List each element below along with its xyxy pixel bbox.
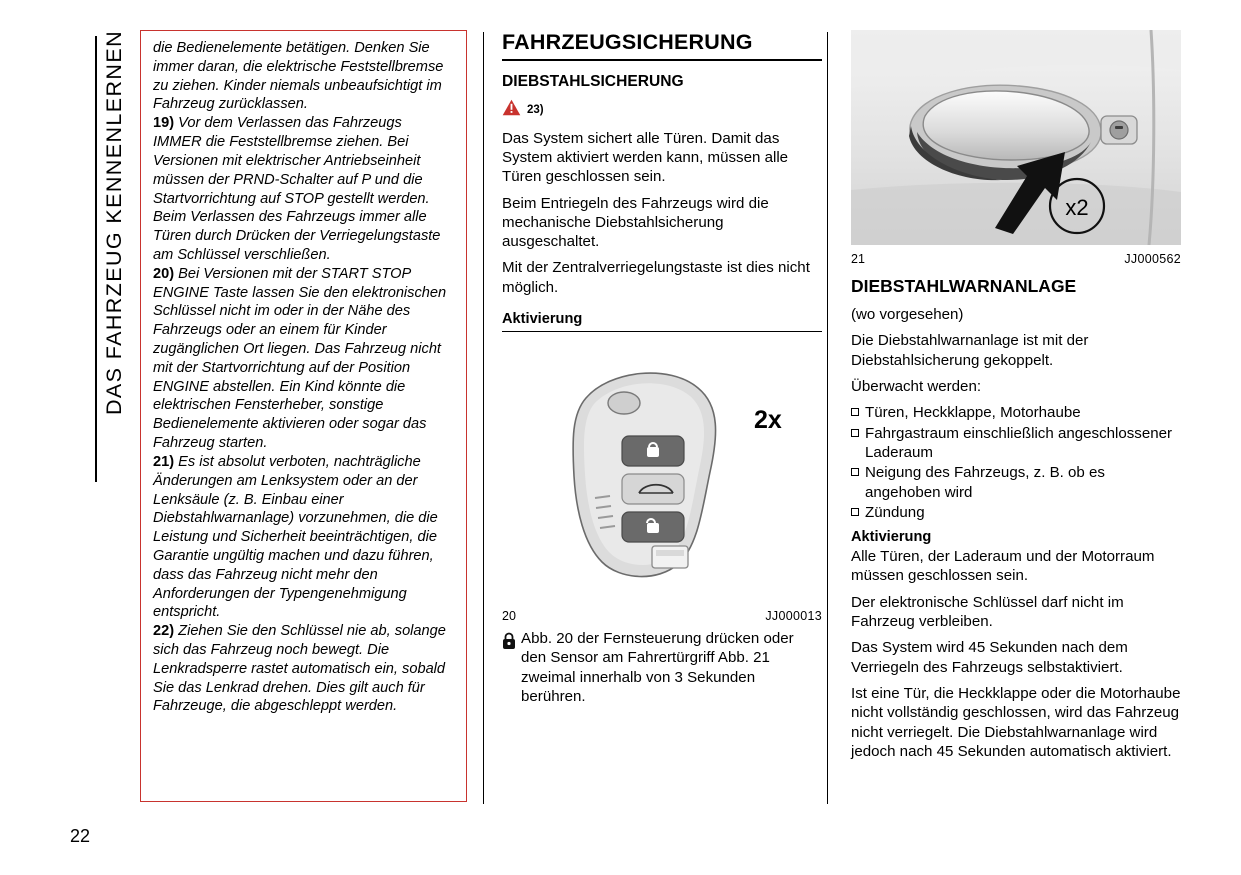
warning-number: 20) [153, 265, 175, 282]
warning-text: Vor dem Verlassen das Fahrzeugs IMMER die Feststellbremse ziehen. Bei Versionen mit elektrischer Antriebseinheit müssen der PRND-Schalter auf P und die Startvorrichtung auf STOP gestellt werden. Beim Verlassen des Fahrzeugs immer alle Türen durch Drücken der Verriegelungstaste am Schlüssel verschließen. [153, 115, 441, 263]
figure-code: JJ000562 [1124, 252, 1181, 266]
list-item [851, 424, 1181, 463]
section-title-rule [502, 59, 822, 61]
warning-paragraph [153, 265, 454, 453]
square-bullet-icon [851, 408, 859, 416]
body-paragraph: Der elektronische Schlüssel darf nicht im Fahrzeug verbleiben. [851, 593, 1124, 631]
figure-key-fob [502, 340, 822, 607]
activation-heading-rule [502, 331, 822, 332]
figure-number: 21 [851, 252, 865, 266]
lock-key-icon [502, 629, 516, 655]
door-handle-illustration [851, 30, 1181, 245]
warning-paragraph [153, 114, 454, 265]
body-paragraph: Das System wird 45 Sekunden nach dem Verriegeln des Fahrzeugs selbstaktiviert. [851, 639, 1128, 676]
warning-number: 19) [153, 115, 175, 132]
figure-instruction-text: Abb. 20 der Fernsteuerung drücken oder den Sensor am Fahrertürgriff Abb. 21 zweimal innerhalb von 3 Sekunden berühren. [521, 630, 794, 706]
subsection-title: DIEBSTAHLSICHERUNG [502, 72, 684, 90]
chapter-title-vertical [62, 30, 126, 810]
figure-code: JJ000013 [765, 609, 822, 624]
list-item-label: Neigung des Fahrzeugs, z. B. ob es angehoben wird [865, 464, 1105, 501]
figure-overlay-label: 2x [754, 406, 782, 435]
column-vehicle-security [502, 30, 822, 706]
warning-reference [502, 99, 822, 121]
body-paragraph: Mit der Zentralverriegelungstaste ist dies nicht möglich. [502, 259, 810, 296]
chapter-title-text: DAS FAHRZEUG KENNENLERNEN [102, 30, 126, 416]
body-paragraph: Das System sichert alle Türen. Damit das System aktiviert werden kann, müssen alle Türen geschlossen sein. [502, 129, 789, 186]
body-paragraph: Ist eine Tür, die Heckklappe oder die Motorhaube nicht vollständig geschlossen, wird das Fahrzeug nicht verriegelt. Die Diebstahlwarnanlage wird jedoch nach 45 Sekunden automatisch aktiviert. [851, 685, 1181, 760]
column-divider-1 [483, 32, 484, 804]
warning-number: 22) [153, 623, 175, 640]
square-bullet-icon [851, 508, 859, 516]
list-item [851, 463, 1181, 502]
warning-paragraph [153, 39, 454, 114]
section-title: FAHRZEUGSICHERUNG [502, 30, 753, 54]
figure-overlay-label: x2 [1065, 195, 1089, 220]
warning-triangle-icon [502, 99, 521, 121]
body-paragraph: Überwacht werden: [851, 377, 982, 395]
warning-reference-number: 23) [527, 103, 544, 116]
activation-heading: Aktivierung [502, 311, 583, 328]
column-divider-2 [827, 32, 828, 804]
warning-number: 21) [153, 453, 175, 470]
warnings-box [140, 30, 467, 802]
warning-text: die Bedienelemente betätigen. Denken Sie immer daran, die elektrische Feststellbremse zu ziehen. Kinder niemals unbeaufsichtigt im Fahrzeug zurücklassen. [153, 40, 444, 113]
warning-paragraph [153, 453, 454, 622]
body-paragraph: Die Diebstahlwarnanlage ist mit der Diebstahlsicherung gekoppelt. [851, 332, 1089, 369]
alarm-note: (wo vorgesehen) [851, 306, 964, 323]
body-paragraph: Beim Entriegeln des Fahrzeugs wird die mechanische Diebstahlsicherung ausgeschaltet. [502, 194, 769, 251]
figure-number: 20 [502, 609, 516, 624]
chapter-title-rule [95, 36, 97, 482]
key-fob-illustration [502, 340, 822, 602]
list-item-label: Fahrgastraum einschließlich angeschlossener Laderaum [865, 424, 1173, 461]
figure-caption-row [851, 252, 1181, 266]
alarm-section-title: DIEBSTAHLWARNANLAGE [851, 276, 1077, 296]
figure-caption-row [502, 609, 822, 623]
warning-paragraph [153, 622, 454, 716]
list-item [851, 503, 1181, 522]
list-item-label: Türen, Heckklappe, Motorhaube [865, 404, 1081, 422]
monitored-items-list [851, 403, 1181, 522]
list-item-label: Zündung [865, 503, 925, 521]
body-paragraph: Alle Türen, der Laderaum und der Motorraum müssen geschlossen sein. [851, 548, 1155, 585]
key-instruction [502, 629, 822, 706]
list-item [851, 403, 1181, 422]
activation-heading: Aktivierung [851, 529, 932, 546]
square-bullet-icon [851, 468, 859, 476]
warning-text: Ziehen Sie den Schlüssel nie ab, solange sich das Fahrzeug noch bewegt. Die Lenkradsperre rastet automatisch ein, sobald Sie das Lenkrad drehen. Dies gilt auch für Fahrzeuge, die abgeschleppt werden. [153, 623, 446, 715]
warning-text: Bei Versionen mit der START STOP ENGINE Taste lassen Sie den elektronischen Schlüssel nicht im oder in der Nähe des Fahrzeugs oder an einem für Kinder zugänglichen Ort liegen. Das Fahrzeug nicht mit der Startvorrichtung auf der Position ENGINE abstellen. Ein Kind könnte die elektrischen Fensterheber, sonstige Bedienelemente aktivieren oder sogar das Fahrzeug starten. [153, 265, 447, 452]
figure-door-handle [851, 30, 1181, 250]
warning-text: Es ist absolut verboten, nachträgliche Änderungen am Lenksystem oder an der Lenksäule (z. B. Einbau einer Diebstahlwarnanlage) vorzunehmen, die die Leistung und Sicherheit beeinträchtigen, die Garantie ungültig machen und dazu führen, dass das Fahrzeug nicht mehr den Anforderungen der Typengenehmigung entspricht. [153, 453, 438, 621]
square-bullet-icon [851, 429, 859, 437]
column-alarm-system [851, 30, 1181, 768]
page-number: 22 [70, 826, 91, 846]
